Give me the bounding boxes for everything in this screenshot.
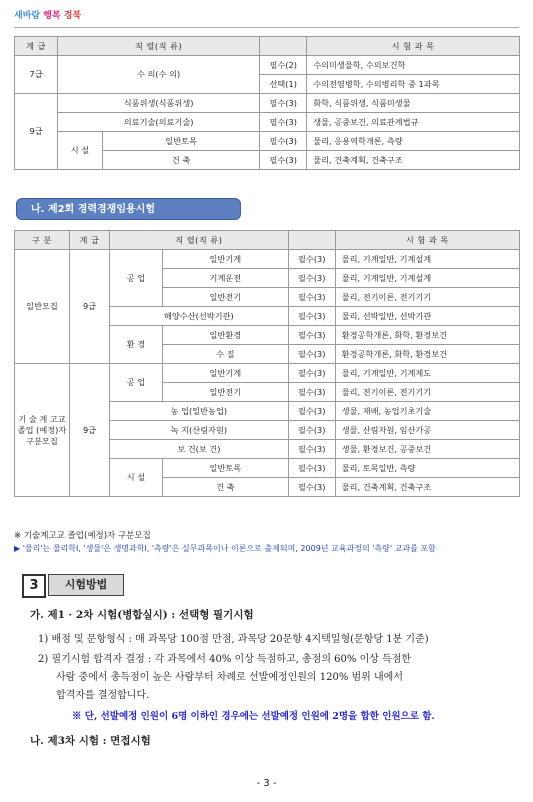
cell-type: 필수(3) bbox=[288, 383, 335, 402]
cell-subjects: 수의미생물학, 수의보건학 bbox=[307, 56, 520, 75]
note-vocational: ※ 기술계고교 졸업(예정)자 구분모집 bbox=[14, 531, 151, 541]
table-row bbox=[15, 250, 520, 269]
cell-group: 기 술 계 고교졸업 (예정)자 구분모집 bbox=[15, 364, 70, 497]
logo-part2: 행복 bbox=[43, 11, 61, 21]
subheading-interview: 나. 제3차 시험 : 면접시험 bbox=[30, 735, 151, 747]
cell-subjects: 화학, 식품위생, 식품미생물 bbox=[307, 94, 520, 113]
cell-type: 필수(3) bbox=[288, 345, 335, 364]
cell-type: 필수(3) bbox=[288, 326, 335, 345]
cell-series: 시 설 bbox=[58, 132, 103, 170]
cell-cat: 시 설 bbox=[110, 459, 163, 497]
cell-cat: 공 업 bbox=[110, 364, 163, 402]
cell-series: 수 의(수 의) bbox=[58, 56, 260, 94]
cell-subjects: 수의전염병학, 수의병리학 중 1과목 bbox=[307, 75, 520, 94]
cell-type: 필수(2) bbox=[260, 56, 307, 75]
section-title: 나. 제2회 경력경쟁임용시험 bbox=[16, 198, 241, 220]
cell-subjects: 물리, 토목일반, 측량 bbox=[335, 459, 519, 478]
cell-type: 필수(3) bbox=[288, 421, 335, 440]
cell-cat: 녹 지(산림자원) bbox=[110, 421, 289, 440]
cell-subjects: 물리, 전기이론, 전기기기 bbox=[335, 383, 519, 402]
cell-series: 의료기술(의료기술) bbox=[58, 113, 260, 132]
cell-subjects: 물리, 건축계획, 건축구조 bbox=[307, 151, 520, 170]
cell-series: 식품위생(식품위생) bbox=[58, 94, 260, 113]
gyeongbuk-logo bbox=[14, 8, 81, 21]
cell-cat: 농 업(일반농업) bbox=[110, 402, 289, 421]
cell-sub: 일반기계 bbox=[163, 364, 289, 383]
cell-group: 일반모집 bbox=[15, 250, 70, 364]
exam-table-2 bbox=[14, 230, 520, 497]
section-number: 3 bbox=[22, 574, 46, 598]
header-blank bbox=[288, 231, 335, 250]
cell-sub: 수 질 bbox=[163, 345, 289, 364]
cell-type: 필수(3) bbox=[288, 269, 335, 288]
cell-cat: 보 건(보 건) bbox=[110, 440, 289, 459]
table-row bbox=[15, 56, 520, 75]
header-series: 직 렬(직 류) bbox=[58, 37, 260, 56]
cell-type: 필수(3) bbox=[288, 364, 335, 383]
cell-subjects: 물리, 기계일반, 기계제도 bbox=[335, 364, 519, 383]
exam-table-1 bbox=[14, 36, 520, 170]
cell-type: 필수(3) bbox=[260, 151, 307, 170]
item-pass-line3: 합격자를 결정합니다. bbox=[56, 690, 150, 701]
cell-sub: 일반환경 bbox=[163, 326, 289, 345]
table-row bbox=[15, 364, 520, 383]
cell-subjects: 생물, 산림자원, 임산가공 bbox=[335, 421, 519, 440]
page-number: - 3 - bbox=[256, 778, 277, 789]
cell-subjects: 물리, 선박일반, 선박기관 bbox=[335, 307, 519, 326]
item-pass-line2: 사람 중에서 총득점이 높은 사람부터 차례로 선발예정인원의 120% 범위 내에서 bbox=[56, 672, 403, 683]
cell-subjects: 환경공학개론, 화학, 환경보건 bbox=[335, 345, 519, 364]
cell-type: 필수(3) bbox=[288, 478, 335, 497]
subheading-written: 가. 제1 · 2차 시험(병합실시) : 선택형 필기시험 bbox=[30, 609, 254, 621]
cell-type: 필수(3) bbox=[288, 288, 335, 307]
cell-subjects: 물리, 전기이론, 전기기기 bbox=[335, 288, 519, 307]
cell-type: 필수(3) bbox=[288, 307, 335, 326]
section-heading: 시험방법 bbox=[48, 574, 124, 596]
cell-sub: 일반토목 bbox=[103, 132, 260, 151]
header-subjects: 시 험 과 목 bbox=[307, 37, 520, 56]
cell-subjects: 생물, 공중보건, 의료관계법규 bbox=[307, 113, 520, 132]
exception-note: ※ 단, 선발예정 인원이 6명 이하인 경우에는 선발예정 인원에 2명을 합한 인원으로 함. bbox=[72, 711, 435, 722]
logo-part1: 새바람 bbox=[14, 11, 41, 21]
cell-type: 필수(3) bbox=[288, 402, 335, 421]
cell-subjects: 물리, 응용역학개론, 측량 bbox=[307, 132, 520, 151]
table-header-row bbox=[15, 37, 520, 56]
cell-sub: 건 축 bbox=[103, 151, 260, 170]
header-blank bbox=[260, 37, 307, 56]
cell-subjects: 생물, 환경보건, 공중보건 bbox=[335, 440, 519, 459]
cell-subjects: 물리, 기계일반, 기계설계 bbox=[335, 250, 519, 269]
header-subjects: 시 험 과 목 bbox=[335, 231, 519, 250]
cell-subjects: 생물, 재배, 농업기초기술 bbox=[335, 402, 519, 421]
cell-grade: 9급 bbox=[15, 94, 58, 170]
note-subjects: ▶ '물리'는 물리학Ⅰ, '생물'은 생명과학Ⅰ, '측량'은 실무과목이나 이론으로 출제되며, 2009년 교육과정의 '측량' 교과를 포함 bbox=[14, 544, 436, 553]
cell-type: 필수(3) bbox=[288, 440, 335, 459]
item-pass-line1: 2) 필기시험 합격자 결정 : 각 과목에서 40% 이상 득점하고, 총점의 60% 이상 득점한 bbox=[38, 654, 412, 665]
cell-sub: 일반기계 bbox=[163, 250, 289, 269]
cell-sub: 일반전기 bbox=[163, 288, 289, 307]
cell-type: 필수(3) bbox=[288, 250, 335, 269]
cell-subjects: 물리, 기계일반, 기계설계 bbox=[335, 269, 519, 288]
table-row bbox=[15, 94, 520, 113]
cell-type: 필수(3) bbox=[260, 113, 307, 132]
header-grade: 계 급 bbox=[15, 37, 58, 56]
cell-sub: 기계운전 bbox=[163, 269, 289, 288]
cell-grade: 7급 bbox=[15, 56, 58, 94]
cell-subjects: 물리, 건축계획, 건축구조 bbox=[335, 478, 519, 497]
cell-type: 필수(3) bbox=[260, 132, 307, 151]
cell-sub: 일반토목 bbox=[163, 459, 289, 478]
header-grade: 계 급 bbox=[70, 231, 110, 250]
cell-sub: 건 축 bbox=[163, 478, 289, 497]
header-divider bbox=[14, 27, 519, 28]
table-row bbox=[15, 113, 520, 132]
header-series: 직 렬(직 류) bbox=[110, 231, 289, 250]
cell-cat: 해양수산(선박기관) bbox=[110, 307, 289, 326]
cell-sub: 일반전기 bbox=[163, 383, 289, 402]
header-category: 구 분 bbox=[15, 231, 70, 250]
item-scoring: 1) 배점 및 문항형식 : 매 과목당 100점 만점, 과목당 20문항 4지택일형(문항당 1분 기준) bbox=[38, 634, 429, 645]
cell-grade: 9급 bbox=[70, 364, 110, 497]
cell-type: 필수(3) bbox=[288, 459, 335, 478]
cell-type: 필수(3) bbox=[260, 94, 307, 113]
cell-subjects: 환경공학개론, 화학, 환경보건 bbox=[335, 326, 519, 345]
logo-part3: 경북 bbox=[63, 11, 82, 21]
table-header-row bbox=[15, 231, 520, 250]
cell-cat: 공 업 bbox=[110, 250, 163, 307]
cell-grade: 9급 bbox=[70, 250, 110, 364]
table-row bbox=[15, 132, 520, 151]
cell-type: 선택(1) bbox=[260, 75, 307, 94]
cell-cat: 환 경 bbox=[110, 326, 163, 364]
